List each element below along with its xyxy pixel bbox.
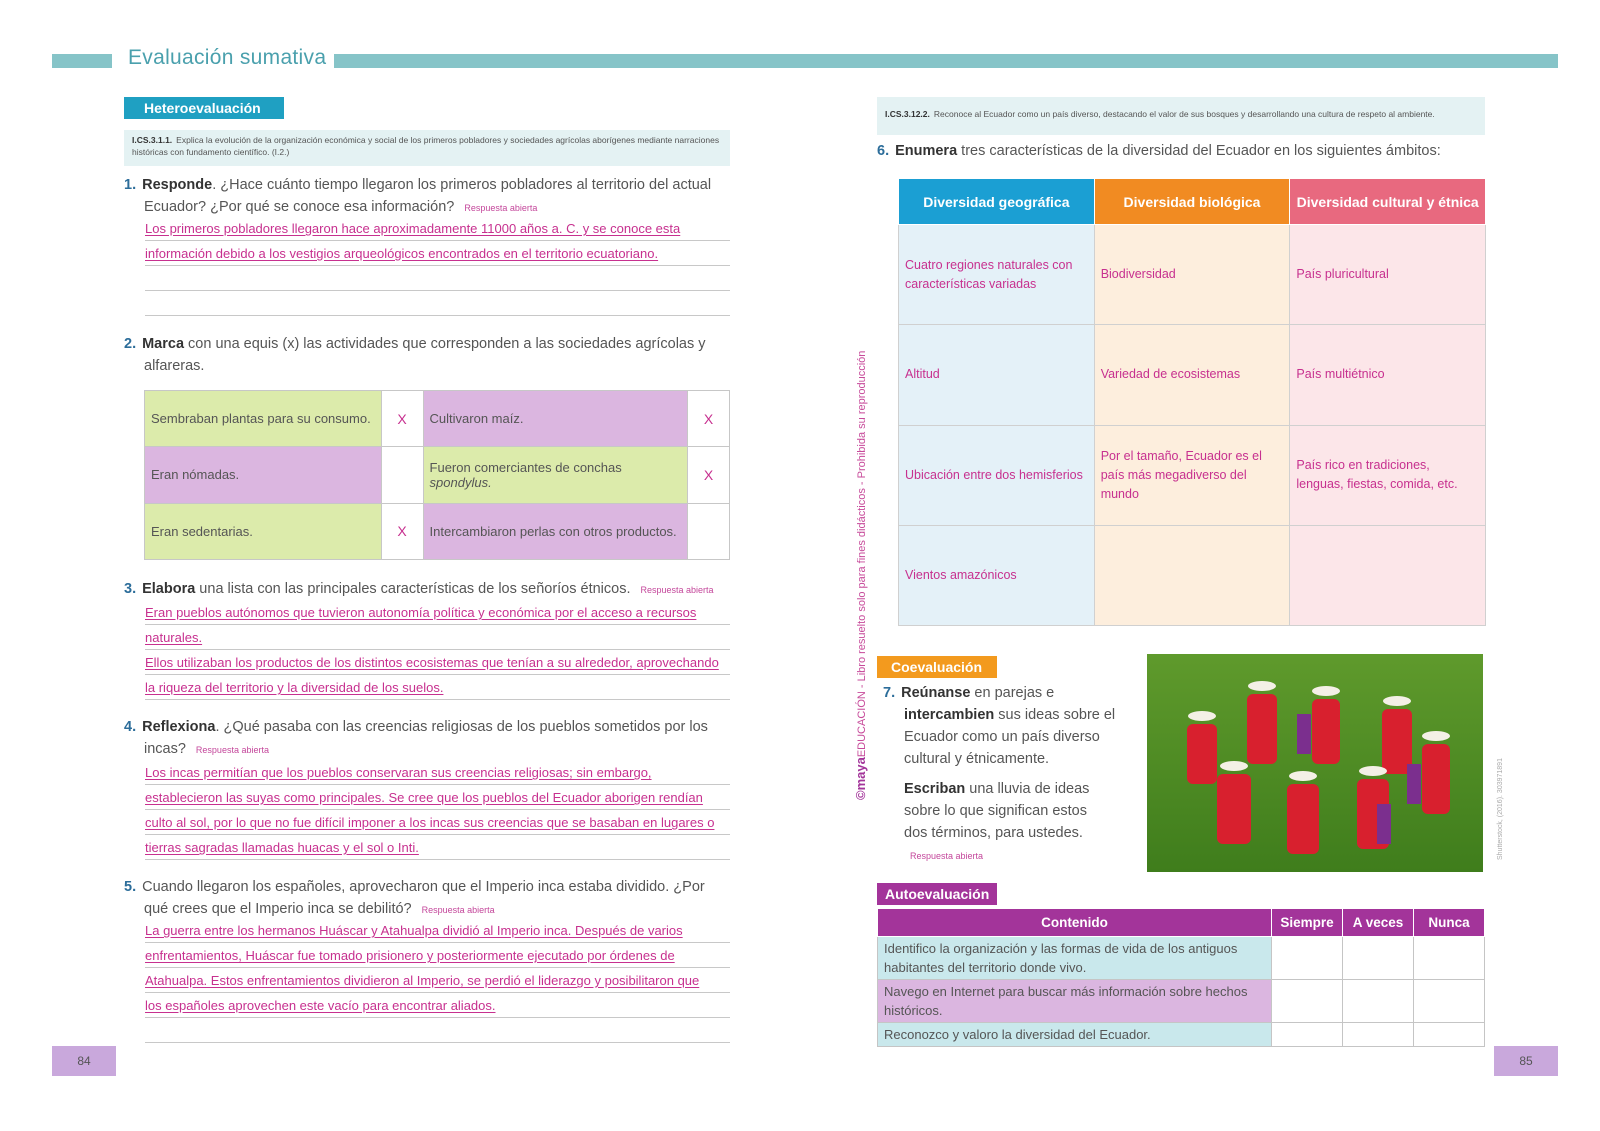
column-header-cultural: Diversidad cultural y étnica: [1290, 179, 1486, 225]
table-row: [878, 980, 1485, 1023]
open-answer-note: Respuesta abierta: [464, 203, 538, 213]
activity-cell: Intercambiaron perlas con otros productos.: [423, 503, 687, 559]
copyright-vertical: [853, 351, 868, 800]
column-header-geografica: Diversidad geográfica: [899, 179, 1095, 225]
dancers-photo: [1147, 654, 1483, 872]
answer-line-blank[interactable]: [145, 1018, 730, 1043]
question-keyword: Responde: [142, 177, 213, 193]
answer-line[interactable]: Ellos utilizaban los productos de los distintos ecosistemas que tenían a su alrededor, aprovechando: [145, 650, 730, 675]
activity-cell: Cultivaron maíz.: [423, 391, 687, 447]
question-keyword: Enumera: [895, 143, 958, 159]
question-text: . ¿Hace cuánto tiempo llegaron los primeros pobladores al territorio del actual: [212, 177, 712, 193]
answer-line[interactable]: la riqueza del territorio y la diversidad de los suelos.: [145, 675, 730, 700]
open-answer-note: Respuesta abierta: [195, 745, 269, 755]
table-row: [899, 325, 1486, 425]
check-cell-nunca[interactable]: [1414, 937, 1485, 980]
check-cell-nunca[interactable]: [1414, 980, 1485, 1023]
answer-line[interactable]: Los incas permitían que los pueblos conservaran sus creencias religiosas; sin embargo,: [145, 760, 730, 785]
skill-code: I.CS.3.12.2.: [885, 109, 930, 119]
section-tag-heteroevaluacion: Heteroevaluación: [124, 97, 284, 119]
checkbox-cell[interactable]: X: [688, 447, 730, 503]
question-7: [883, 682, 1133, 867]
question-2: [124, 333, 734, 377]
skill-text: Reconoce al Ecuador como un país diverso, destacando el valor de sus bosques y desarrollando una cultura de respeto al ambiente.: [933, 109, 1435, 119]
answer-lines-4: [145, 760, 730, 860]
answer-line[interactable]: tierras sagradas llamadas huacas y el sol o Inti.: [145, 835, 730, 860]
question-text: . ¿Qué pasaba con las creencias religiosas de los pueblos sometidos por los: [215, 719, 708, 735]
question-text: Ecuador como un país diverso: [904, 729, 1100, 745]
answer-lines-1: [145, 216, 730, 316]
skill-text: Explica la evolución de la organización económica y social de los primeros pobladores y sociedades agrícolas aborígenes mediante narraciones históricas con fundamento científico. (I.2.): [132, 135, 720, 157]
activities-table: [144, 390, 730, 560]
column-header-contenido: Contenido: [878, 909, 1272, 937]
answer-line[interactable]: establecieron las suyas como principales. Se cree que los pueblos del Ecuador aborigen rendían: [145, 785, 730, 810]
check-cell-nunca[interactable]: [1414, 1023, 1485, 1047]
skill-code: I.CS.3.1.1.: [132, 135, 173, 145]
answer-line[interactable]: naturales.: [145, 625, 730, 650]
header-band-right: [334, 54, 1558, 68]
page-number-right: 85: [1494, 1046, 1558, 1076]
skill-box-right: [877, 97, 1485, 135]
check-cell-a-veces[interactable]: [1343, 980, 1414, 1023]
question-6: [877, 140, 1497, 162]
question-text: tres características de la diversidad del Ecuador en los siguientes ámbitos:: [957, 143, 1441, 159]
table-header-row: [899, 179, 1486, 225]
question-keyword: Reflexiona: [142, 719, 216, 735]
check-cell-siempre[interactable]: [1272, 1023, 1343, 1047]
check-cell-siempre[interactable]: [1272, 937, 1343, 980]
diversity-table: [898, 178, 1486, 626]
answer-line[interactable]: culto al sol, por lo que no fue difícil imponer a los incas sus creencias que se basaban en lugares o: [145, 810, 730, 835]
table-row: [145, 391, 730, 447]
table-row: [899, 525, 1486, 625]
table-cell[interactable]: País multiétnico: [1290, 325, 1486, 425]
answer-line[interactable]: los españoles aprovechen este vacío para encontrar aliados.: [145, 993, 730, 1018]
section-tag-coevaluacion: Coevaluación: [877, 656, 997, 678]
open-answer-note: Respuesta abierta: [421, 905, 495, 915]
table-cell[interactable]: Biodiversidad: [1094, 225, 1290, 325]
column-header-a-veces: A veces: [1343, 909, 1414, 937]
question-text: una lista con las principales características de los señoríos étnicos.: [195, 581, 631, 597]
question-text: incas?: [144, 741, 186, 757]
question-number: 2.: [124, 336, 137, 352]
activity-cell: Eran nómadas.: [145, 447, 382, 503]
question-text: cultural y étnicamente.: [904, 751, 1050, 767]
page-title: Evaluación sumativa: [128, 46, 327, 69]
check-cell-a-veces[interactable]: [1343, 937, 1414, 980]
dancers-image: [1147, 654, 1483, 872]
question-text: Cuando llegaron los españoles, aprovecharon que el Imperio inca estaba dividido. ¿Por: [142, 879, 705, 895]
table-row: [145, 503, 730, 559]
check-cell-siempre[interactable]: [1272, 980, 1343, 1023]
open-answer-note: Respuesta abierta: [640, 585, 714, 595]
table-cell[interactable]: Cuatro regiones naturales con características variadas: [899, 225, 1095, 325]
table-cell[interactable]: País rico en tradiciones, lenguas, fiestas, comida, etc.: [1290, 425, 1486, 525]
checkbox-cell[interactable]: [381, 447, 423, 503]
question-text: alfareras.: [144, 358, 205, 374]
page-number-left: 84: [52, 1046, 116, 1076]
photo-credit: Shutterstock, (2016). 303971891: [1497, 758, 1504, 860]
checkbox-cell[interactable]: [688, 503, 730, 559]
checkbox-cell[interactable]: X: [381, 391, 423, 447]
question-text: sobre lo que significan estos: [904, 803, 1087, 819]
answer-line[interactable]: enfrentamientos, Huáscar fue tomado prisionero y posteriormente ejecutado por órdenes de: [145, 943, 730, 968]
table-cell[interactable]: País pluricultural: [1290, 225, 1486, 325]
table-cell[interactable]: Por el tamaño, Ecuador es el país más megadiverso del mundo: [1094, 425, 1290, 525]
activity-cell: Eran sedentarias.: [145, 503, 382, 559]
activity-cell: Sembraban plantas para su consumo.: [145, 391, 382, 447]
question-number: 5.: [124, 879, 137, 895]
question-keyword: intercambien: [904, 707, 995, 723]
checkbox-cell[interactable]: X: [381, 503, 423, 559]
copyright-text: - Libro resuelto solo para fines didácticos - Prohibida su reproducción: [856, 350, 868, 692]
checkbox-cell[interactable]: X: [688, 391, 730, 447]
table-row: [899, 225, 1486, 325]
table-row: [878, 1023, 1485, 1047]
question-number: 4.: [124, 719, 137, 735]
answer-line[interactable]: Atahualpa. Estos enfrentamientos dividieron al Imperio, se perdió el liderazgo y posibilitaron que: [145, 968, 730, 993]
table-cell[interactable]: [1290, 525, 1486, 625]
column-header-siempre: Siempre: [1272, 909, 1343, 937]
question-keyword: Elabora: [142, 581, 196, 597]
column-header-biologica: Diversidad biológica: [1094, 179, 1290, 225]
table-row: [899, 425, 1486, 525]
activity-text: Fueron comerciantes de conchas: [429, 459, 622, 475]
table-row: [878, 937, 1485, 980]
question-number: 7.: [883, 685, 896, 701]
content-cell: Identifico la organización y las formas de vida de los antiguos habitantes del territorio donde vivo.: [878, 937, 1272, 980]
table-header-row: [878, 909, 1485, 937]
answer-line[interactable]: información debido a los vestigios arqueológicos encontrados en el territorio ecuatoriano.: [145, 241, 730, 266]
check-cell-a-veces[interactable]: [1343, 1023, 1414, 1047]
question-text: una lluvia de ideas: [965, 781, 1090, 797]
activity-text-italic: spondylus.: [429, 474, 492, 490]
question-number: 3.: [124, 581, 137, 597]
content-cell: Reconozco y valoro la diversidad del Ecuador.: [878, 1023, 1272, 1047]
question-text: en parejas e: [970, 685, 1055, 701]
question-4: [124, 716, 734, 761]
question-text: dos términos, para ustedes.: [904, 825, 1083, 841]
question-text: Ecuador? ¿Por qué se conoce esa información?: [144, 199, 455, 215]
brand-logo-text: ©maya: [853, 757, 868, 800]
question-text: qué crees que el Imperio inca se debilitó?: [144, 901, 412, 917]
table-cell[interactable]: Vientos amazónicos: [899, 525, 1095, 625]
content-cell: Navego en Internet para buscar más información sobre hechos históricos.: [878, 980, 1272, 1023]
answer-line[interactable]: La guerra entre los hermanos Huáscar y Atahualpa dividió al Imperio inca. Después de varios: [145, 918, 730, 943]
header-band-left: [52, 54, 112, 68]
question-keyword: Reúnanse: [901, 685, 971, 701]
answer-line[interactable]: Los primeros pobladores llegaron hace aproximadamente 11000 años a. C. y se conoce esta: [145, 216, 730, 241]
open-answer-note: Respuesta abierta: [910, 851, 984, 861]
question-5: [124, 876, 734, 921]
column-header-nunca: Nunca: [1414, 909, 1485, 937]
brand-logo-text: EDUCACIÓN: [856, 691, 868, 758]
answer-line[interactable]: Eran pueblos autónomos que tuvieron autonomía política y económica por el acceso a recursos: [145, 600, 730, 625]
answer-lines-3: [145, 600, 730, 700]
table-cell[interactable]: Altitud: [899, 325, 1095, 425]
activity-cell: [423, 447, 687, 503]
section-tag-autoevaluacion: Autoevaluación: [877, 883, 997, 905]
question-number: 6.: [877, 143, 890, 159]
question-number: 1.: [124, 177, 137, 193]
table-cell[interactable]: [1094, 525, 1290, 625]
table-row: [145, 447, 730, 503]
answer-line-blank[interactable]: [145, 266, 730, 291]
question-1: [124, 174, 734, 219]
answer-line-blank[interactable]: [145, 291, 730, 316]
table-cell[interactable]: Ubicación entre dos hemisferios: [899, 425, 1095, 525]
question-text: sus ideas sobre el: [994, 707, 1116, 723]
question-3: [124, 578, 744, 601]
self-evaluation-table: [877, 908, 1485, 1047]
skill-box-left: [124, 130, 730, 166]
question-keyword: Escriban: [904, 781, 966, 797]
question-keyword: Marca: [142, 336, 185, 352]
table-cell[interactable]: Variedad de ecosistemas: [1094, 325, 1290, 425]
answer-lines-5: [145, 918, 730, 1043]
question-text: con una equis (x) las actividades que corresponden a las sociedades agrícolas y: [184, 336, 706, 352]
